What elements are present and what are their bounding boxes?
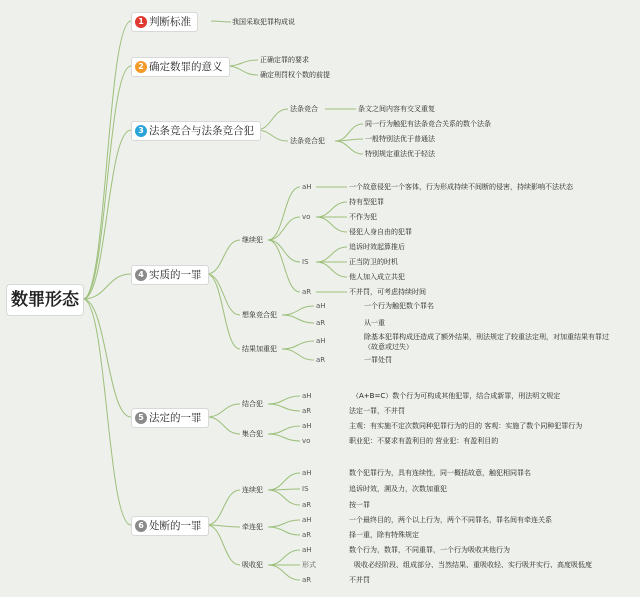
- c4-marker-3: IS: [302, 258, 309, 266]
- c4-leaf-e1: 一个行为触犯数个罪名: [364, 302, 434, 310]
- c6-marker-5: aR: [302, 531, 312, 539]
- c6-marker-1: aH: [302, 469, 312, 477]
- c4-marker-7: aH: [316, 337, 326, 345]
- c1-leaf-1: 我国采取犯罪构成说: [232, 18, 295, 26]
- category-5-label: 法定的一罪: [149, 412, 202, 424]
- c4-leaf-b3: 侵犯人身自由的犯罪: [349, 228, 412, 236]
- c4-f-link-2: [282, 349, 314, 360]
- c6-marker-8: aR: [302, 576, 312, 584]
- c6-link-1: [207, 490, 240, 525]
- c5-mk-link-3: [268, 426, 300, 434]
- c4-sub-imaginative: 想象竞合犯: [242, 311, 277, 319]
- c4-link-2: [207, 274, 240, 315]
- category-2-label: 确定数罪的意义: [149, 61, 223, 73]
- c6-mk-link-8: [268, 565, 300, 580]
- c5-mk-link-4: [268, 434, 300, 441]
- category-1-label: 判断标准: [149, 16, 191, 28]
- c4-f-link-1: [282, 341, 314, 349]
- c6-leaf-a1: 数个犯罪行为，具有连续性，同一概括故意，触犯相同罪名: [349, 469, 531, 477]
- c2-leaf-2: 确定刑罚权个数的前提: [260, 71, 330, 79]
- category-6-node[interactable]: [131, 516, 209, 536]
- c4-marker-4: aR: [302, 288, 312, 296]
- c4-marker-1: aH: [302, 183, 312, 191]
- c6-marker-2: IS: [302, 485, 309, 493]
- c4-marker-6: aR: [316, 319, 326, 327]
- c5-link-2: [207, 417, 240, 434]
- number-2-badge: 2: [135, 61, 147, 73]
- c3-sub-1: 法条竞合: [290, 105, 318, 113]
- c6-marker-4: aH: [302, 516, 312, 524]
- root-link-6: [83, 299, 131, 525]
- c6-leaf-c2: 吸收必经阶段、组成部分、当然结果、重吸收轻、实行吸并实行、高度吸低度: [354, 561, 592, 569]
- c4-marker-2: vo: [302, 213, 311, 221]
- c3-s2-leaf-1: 同一行为触犯有法条竞合关系的数个法条: [365, 120, 491, 128]
- c6-sub-consecutive: 连续犯: [242, 486, 263, 494]
- c3-s1-leaf-1: 条文之间内容有交叉重复: [358, 105, 435, 113]
- c6-mk-link-4: [268, 520, 300, 527]
- c6-leaf-a2: 追诉时效，溯及力，次数加重犯: [349, 485, 447, 493]
- c6-leaf-b2: 择一重，除有特殊规定: [349, 531, 419, 539]
- c2-link-1: [226, 60, 258, 66]
- c6-marker-6: aH: [302, 546, 312, 554]
- c4-mk-link-3: [268, 240, 300, 262]
- c6-mk-link-1: [268, 473, 300, 490]
- category-3-node[interactable]: [131, 121, 261, 141]
- c1-link: [211, 21, 231, 22]
- c4-leaf-c2: 正当防卫的时机: [349, 258, 398, 266]
- c4-marker-8: aR: [316, 356, 326, 364]
- c2-link-2: [226, 66, 258, 75]
- c4-leaf-f1: 除基本犯罪构成还造成了额外结果，刑法规定了较重法定刑，对加重结果有罪过: [364, 333, 609, 341]
- c4-c-link-1: [316, 247, 347, 262]
- c4-leaf-a1: 一个故意侵犯一个客体，行为形成持续不间断的侵害，持续影响不法状态: [349, 183, 573, 191]
- c4-marker-5: aH: [316, 302, 326, 310]
- c4-leaf-c1: 追诉时效起算推后: [349, 243, 405, 251]
- c3-sub-2: 法条竞合犯: [290, 137, 325, 145]
- number-6-badge: 6: [135, 520, 147, 532]
- category-3-label: 法条竞合与法条竞合犯: [149, 125, 254, 137]
- c4-mk-link-4: [268, 240, 300, 292]
- c6-sub-implicated: 牵连犯: [242, 523, 263, 531]
- c5-sub-collective: 集合犯: [242, 430, 263, 438]
- c3-leaf-link-2: [335, 124, 363, 141]
- c6-marker-7: 形式: [302, 561, 316, 569]
- c5-leaf-a1: （A+B=C）数个行为可构成其他犯罪，结合成新罪，刑法明文规定: [352, 392, 561, 400]
- c4-leaf-c3: 他人加入成立共犯: [349, 273, 405, 281]
- number-4-badge: 4: [135, 269, 147, 281]
- c4-leaf-b2: 不作为犯: [349, 213, 377, 221]
- c6-mk-link-3: [268, 490, 300, 505]
- c3-s2-leaf-3: 特别规定重法优于轻法: [365, 150, 435, 158]
- c5-marker-1: aH: [302, 392, 312, 400]
- category-4-node[interactable]: [131, 265, 209, 285]
- c6-mk-link-5: [268, 527, 300, 535]
- c5-mk-link-1: [268, 396, 300, 404]
- root-node[interactable]: 数罪形态: [6, 284, 84, 316]
- c4-leaf-b1: 持有型犯罪: [349, 198, 384, 206]
- c4-link-1: [207, 240, 240, 274]
- root-link-5: [83, 299, 131, 417]
- c4-e-link-1: [282, 306, 314, 315]
- category-2-node[interactable]: [131, 57, 230, 77]
- c5-marker-3: aH: [302, 422, 312, 430]
- number-1-badge: 1: [135, 16, 147, 28]
- c5-leaf-a2: 法定一罪，不并罚: [349, 407, 405, 415]
- c4-sub-aggravated: 结果加重犯: [242, 345, 277, 353]
- root-link-1: [83, 21, 131, 299]
- c4-b-link-3: [316, 217, 347, 232]
- c5-link-1: [207, 404, 240, 417]
- number-5-badge: 5: [135, 412, 147, 424]
- c4-leaf-f1b: （故意或过失）: [364, 343, 413, 351]
- root-link-2: [83, 66, 131, 299]
- c4-mk-link-1: [268, 187, 300, 240]
- c5-marker-4: vo: [302, 437, 311, 445]
- c6-mk-link-6: [268, 550, 300, 565]
- c4-c-link-3: [316, 262, 347, 277]
- c6-leaf-c3: 不并罚: [349, 576, 370, 584]
- c4-leaf-f2: 一罪处罚: [364, 356, 392, 364]
- c6-leaf-c1: 数个行为，数罪，不同重罪，一个行为吸收其他行为: [349, 546, 510, 554]
- c5-leaf-b1: 主观：有实施不定次数同种犯罪行为的目的 客观：实施了数个同种犯罪行为: [349, 422, 583, 430]
- number-3-badge: 3: [135, 125, 147, 137]
- root-link-4: [83, 274, 131, 299]
- c4-e-link-2: [282, 315, 314, 323]
- c6-leaf-b1: 一个最终目的，两个以上行为，两个不同罪名，罪名间有牵连关系: [349, 516, 552, 524]
- c5-mk-link-2: [268, 404, 300, 411]
- category-4-label: 实质的一罪: [149, 269, 202, 281]
- c5-marker-2: aR: [302, 407, 312, 415]
- c5-sub-combined: 结合犯: [242, 400, 263, 408]
- c3-leaf-link-4: [335, 141, 363, 154]
- c4-b-link-1: [316, 202, 347, 217]
- c4-sub-continuing: 继续犯: [242, 236, 263, 244]
- c6-sub-absorbing: 吸收犯: [242, 561, 263, 569]
- c4-link-3: [207, 274, 240, 349]
- category-5-node[interactable]: [131, 408, 209, 428]
- c4-leaf-d1: 不并罚，可考虑持续时间: [349, 288, 426, 296]
- c4-mk-link-2: [268, 217, 300, 240]
- c6-link-3: [207, 525, 240, 565]
- c4-leaf-e2: 从一重: [364, 319, 385, 327]
- category-1-node[interactable]: [131, 12, 198, 32]
- c6-leaf-a3: 按一罪: [349, 501, 370, 509]
- c3-s2-leaf-2: 一般特别法优于普通法: [365, 135, 435, 143]
- c5-leaf-b2: 职业犯：不要求有盈利目的 营业犯：有盈利目的: [349, 437, 499, 445]
- category-6-label: 处断的一罪: [149, 520, 202, 532]
- c6-marker-3: aR: [302, 501, 312, 509]
- c2-leaf-1: 正确定罪的要求: [260, 56, 309, 64]
